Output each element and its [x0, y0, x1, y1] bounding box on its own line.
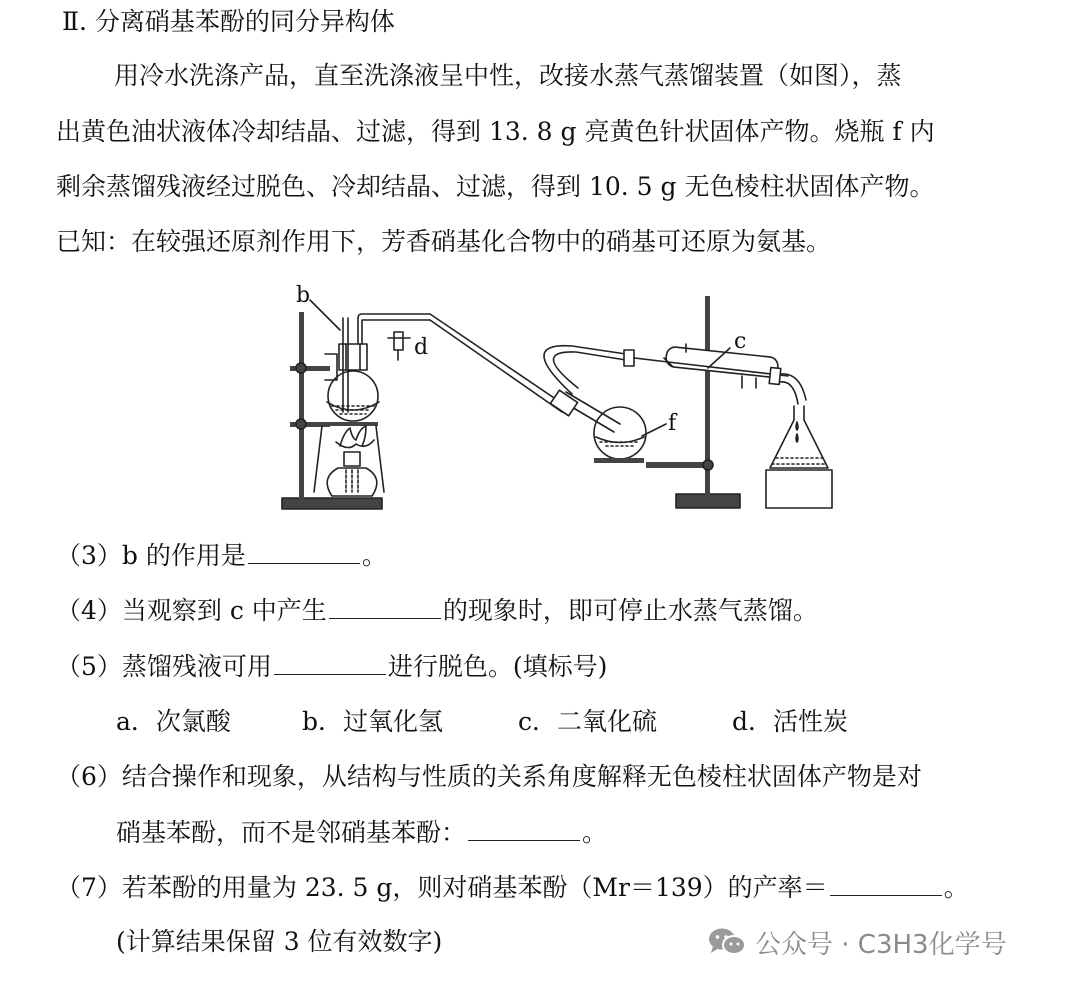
- q5-end: 进行脱色。(填标号): [387, 652, 608, 681]
- steam-distillation-apparatus-diagram: [276, 282, 836, 518]
- conical-flask-receiver: [766, 406, 832, 508]
- q6-text: 硝基苯酚，而不是邻硝基苯酚：: [116, 818, 467, 847]
- q7-end: 。: [943, 873, 969, 902]
- condenser-c: [634, 344, 806, 404]
- question-7-note: (计算结果保留 3 位有效数字): [116, 927, 443, 956]
- q4-text: （4）当观察到 c 中产生: [56, 596, 327, 625]
- q3-end: 。: [361, 541, 387, 570]
- q5-text: （5）蒸馏残液可用: [56, 652, 272, 681]
- q3-answer-blank[interactable]: [248, 541, 360, 564]
- q3-text: （3）b 的作用是: [56, 541, 246, 570]
- q6-answer-blank[interactable]: [468, 818, 580, 841]
- question-7: [56, 872, 969, 904]
- watermark-text: 公众号 · C3H3化学号: [755, 929, 1007, 960]
- paragraph-line-2: 出黄色油状液体冷却结晶、过滤，得到 13. 8 g 亮黄色针状固体产物。烧瓶 f 内: [56, 117, 935, 146]
- claisen-adapter: [544, 346, 634, 394]
- paragraph-line-4: 已知：在较强还原剂作用下，芳香硝基化合物中的硝基可还原为氨基。: [56, 227, 832, 256]
- q6-end: 。: [582, 818, 608, 847]
- section-title: Ⅱ. 分离硝基苯酚的同分异构体: [62, 7, 395, 36]
- question-3: [56, 540, 387, 572]
- watermark: [707, 924, 1007, 960]
- label-c: c: [734, 329, 747, 354]
- wechat-icon: [707, 926, 747, 958]
- alcohol-lamp: [327, 426, 377, 496]
- q7-answer-blank[interactable]: [830, 873, 942, 896]
- pinch-clamp-d: [388, 332, 410, 360]
- question-4: [56, 595, 818, 627]
- q5-option-c: c．二氧化硫: [518, 707, 658, 736]
- label-d: d: [414, 335, 429, 360]
- paragraph-line-3: 剩余蒸馏残液经过脱色、冷却结晶、过滤，得到 10. 5 g 无色棱柱状固体产物。: [56, 172, 935, 201]
- paragraph-line-1: 用冷水洗涤产品，直至洗涤液呈中性，改接水蒸气蒸馏装置（如图），蒸: [114, 61, 902, 90]
- q5-option-a: a．次氯酸: [116, 707, 231, 736]
- q4-answer-blank[interactable]: [329, 596, 441, 619]
- q4-end: 的现象时，即可停止水蒸气蒸馏。: [442, 596, 818, 625]
- q7-text: （7）若苯酚的用量为 23. 5 g，则对硝基苯酚（Mr＝139）的产率＝: [56, 873, 828, 902]
- q5-answer-blank[interactable]: [274, 652, 386, 675]
- question-5: [56, 651, 607, 683]
- q5-option-d: d．活性炭: [732, 707, 849, 736]
- q5-option-b: b．过氧化氢: [302, 707, 444, 736]
- question-6-line-2: [116, 817, 607, 849]
- steam-generator-flask: [327, 314, 430, 421]
- label-f: f: [668, 411, 677, 436]
- right-iron-stand: [646, 296, 740, 508]
- tripod-and-gauze: [314, 422, 384, 492]
- round-bottom-flask-f: [550, 390, 646, 463]
- question-6-line-1: （6）结合操作和现象，从结构与性质的关系角度解释无色棱柱状固体产物是对: [56, 762, 922, 791]
- label-b: b: [296, 283, 311, 308]
